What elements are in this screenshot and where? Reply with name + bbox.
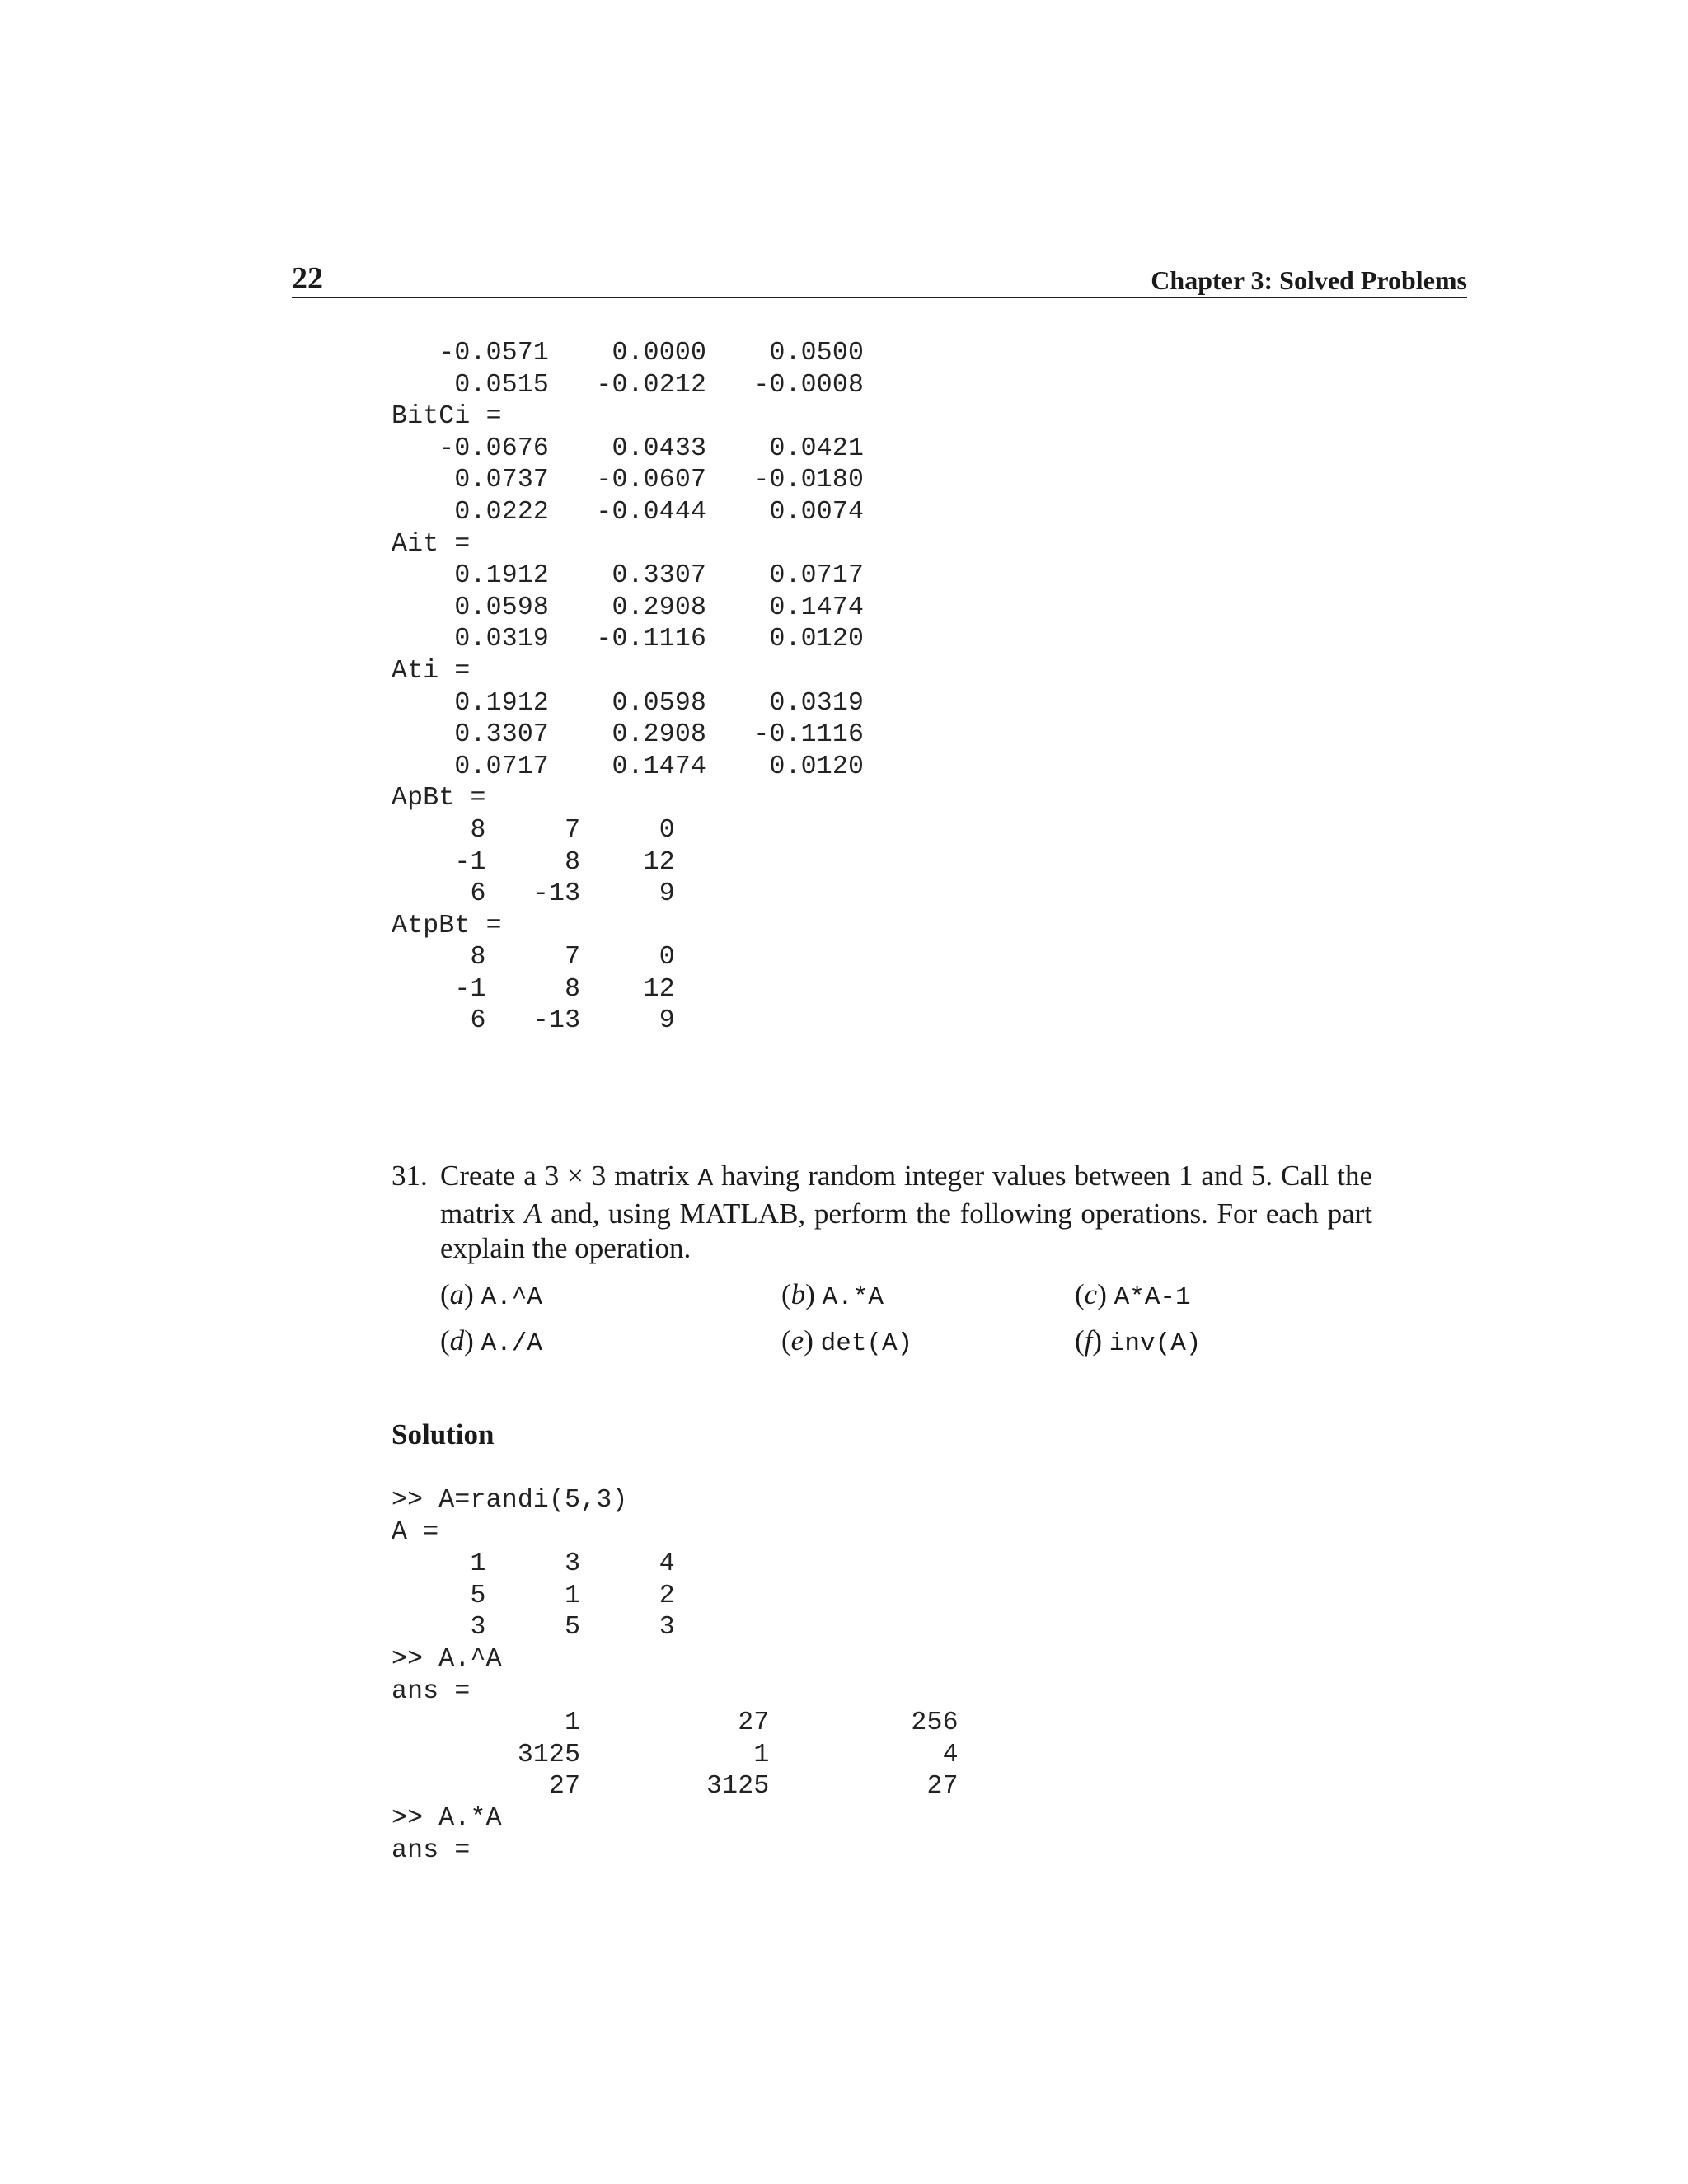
code-line: ApBt = [392,784,486,813]
matlab-output-solution [392,1485,959,1867]
code-line: 6 -13 9 [392,1006,675,1036]
part-a: (a) A.^A [440,1278,542,1312]
part-label: a [449,1278,465,1310]
code-line: 0.3307 0.2908 -0.1116 [392,720,865,750]
code-line: ans = [392,1676,471,1706]
part-c: (c) A*A-1 [1075,1278,1191,1312]
problem-31 [392,1159,1372,1266]
part-label: f [1084,1324,1093,1357]
part-label: b [790,1278,806,1310]
part-code: det(A) [820,1329,913,1358]
code-line: 0.0319 -0.1116 0.0120 [392,625,865,654]
part-d: (d) A./A [440,1324,542,1358]
code-line: 0.0717 0.1474 0.0120 [392,752,865,781]
code-line: -1 8 12 [392,847,675,877]
code-line: 3125 1 4 [392,1740,959,1769]
code-line: -0.0571 0.0000 0.0500 [392,339,865,368]
code-line: BitCi = [392,402,502,432]
code-line: 8 7 0 [392,815,675,845]
part-label: c [1084,1278,1098,1310]
code-line: A = [392,1517,439,1547]
part-f: (f) inv(A) [1075,1324,1202,1358]
code-line: 0.0598 0.2908 0.1474 [392,593,865,622]
part-e: (e) det(A) [781,1324,913,1358]
code-line: 27 3125 27 [392,1772,959,1802]
problem-number: 31. [392,1160,428,1192]
statement-text: Create a [440,1160,537,1192]
code-line: -1 8 12 [392,974,675,1004]
matrix-size: 3 × 3 [544,1160,607,1192]
code-line: >> A.*A [392,1803,502,1833]
code-line: 0.0737 -0.0607 -0.0180 [392,466,865,495]
code-line: -0.0676 0.0433 0.0421 [392,434,865,463]
code-line: Ati = [392,656,471,686]
problem-statement [440,1159,1372,1266]
part-code: inv(A) [1109,1329,1202,1358]
statement-text: and, using MATLAB, perform the following operations. For each part explain the operation. [440,1197,1373,1264]
part-label: d [449,1324,465,1357]
code-line: 1 3 4 [392,1549,675,1579]
matlab-output-top [392,338,864,1038]
code-line: 0.0222 -0.0444 0.0074 [392,497,865,527]
code-line: 0.1912 0.3307 0.0717 [392,561,865,591]
code-line: 0.1912 0.0598 0.0319 [392,688,865,718]
code-line: Ait = [392,529,471,559]
page-header [292,260,1467,298]
chapter-title: Chapter 3: Solved Problems [1151,265,1467,295]
matrix-name-italic: A [524,1197,542,1230]
code-line: >> A.^A [392,1644,502,1674]
part-label: e [790,1324,804,1357]
code-line: 6 -13 9 [392,879,675,909]
code-line: 3 5 3 [392,1613,675,1643]
statement-text: having random integer values between 1 and 5. Call the matrix [440,1160,1373,1230]
code-line: 5 1 2 [392,1581,675,1610]
code-line: AtpBt = [392,911,502,940]
code-line: 1 27 256 [392,1708,959,1738]
part-code: A.^A [481,1283,542,1312]
part-b: (b) A.*A [781,1278,884,1312]
statement-text: matrix [614,1160,690,1192]
part-code: A./A [481,1329,542,1358]
code-line: 8 7 0 [392,943,675,972]
matrix-name-code: A [697,1165,714,1193]
page-number: 22 [292,261,323,296]
code-line: 0.0515 -0.0212 -0.0008 [392,370,865,400]
part-code: A*A-1 [1114,1283,1191,1312]
code-line: ans = [392,1835,471,1865]
part-code: A.*A [822,1283,884,1312]
code-line: >> A=randi(5,3) [392,1486,628,1515]
solution-heading: Solution [392,1418,495,1451]
